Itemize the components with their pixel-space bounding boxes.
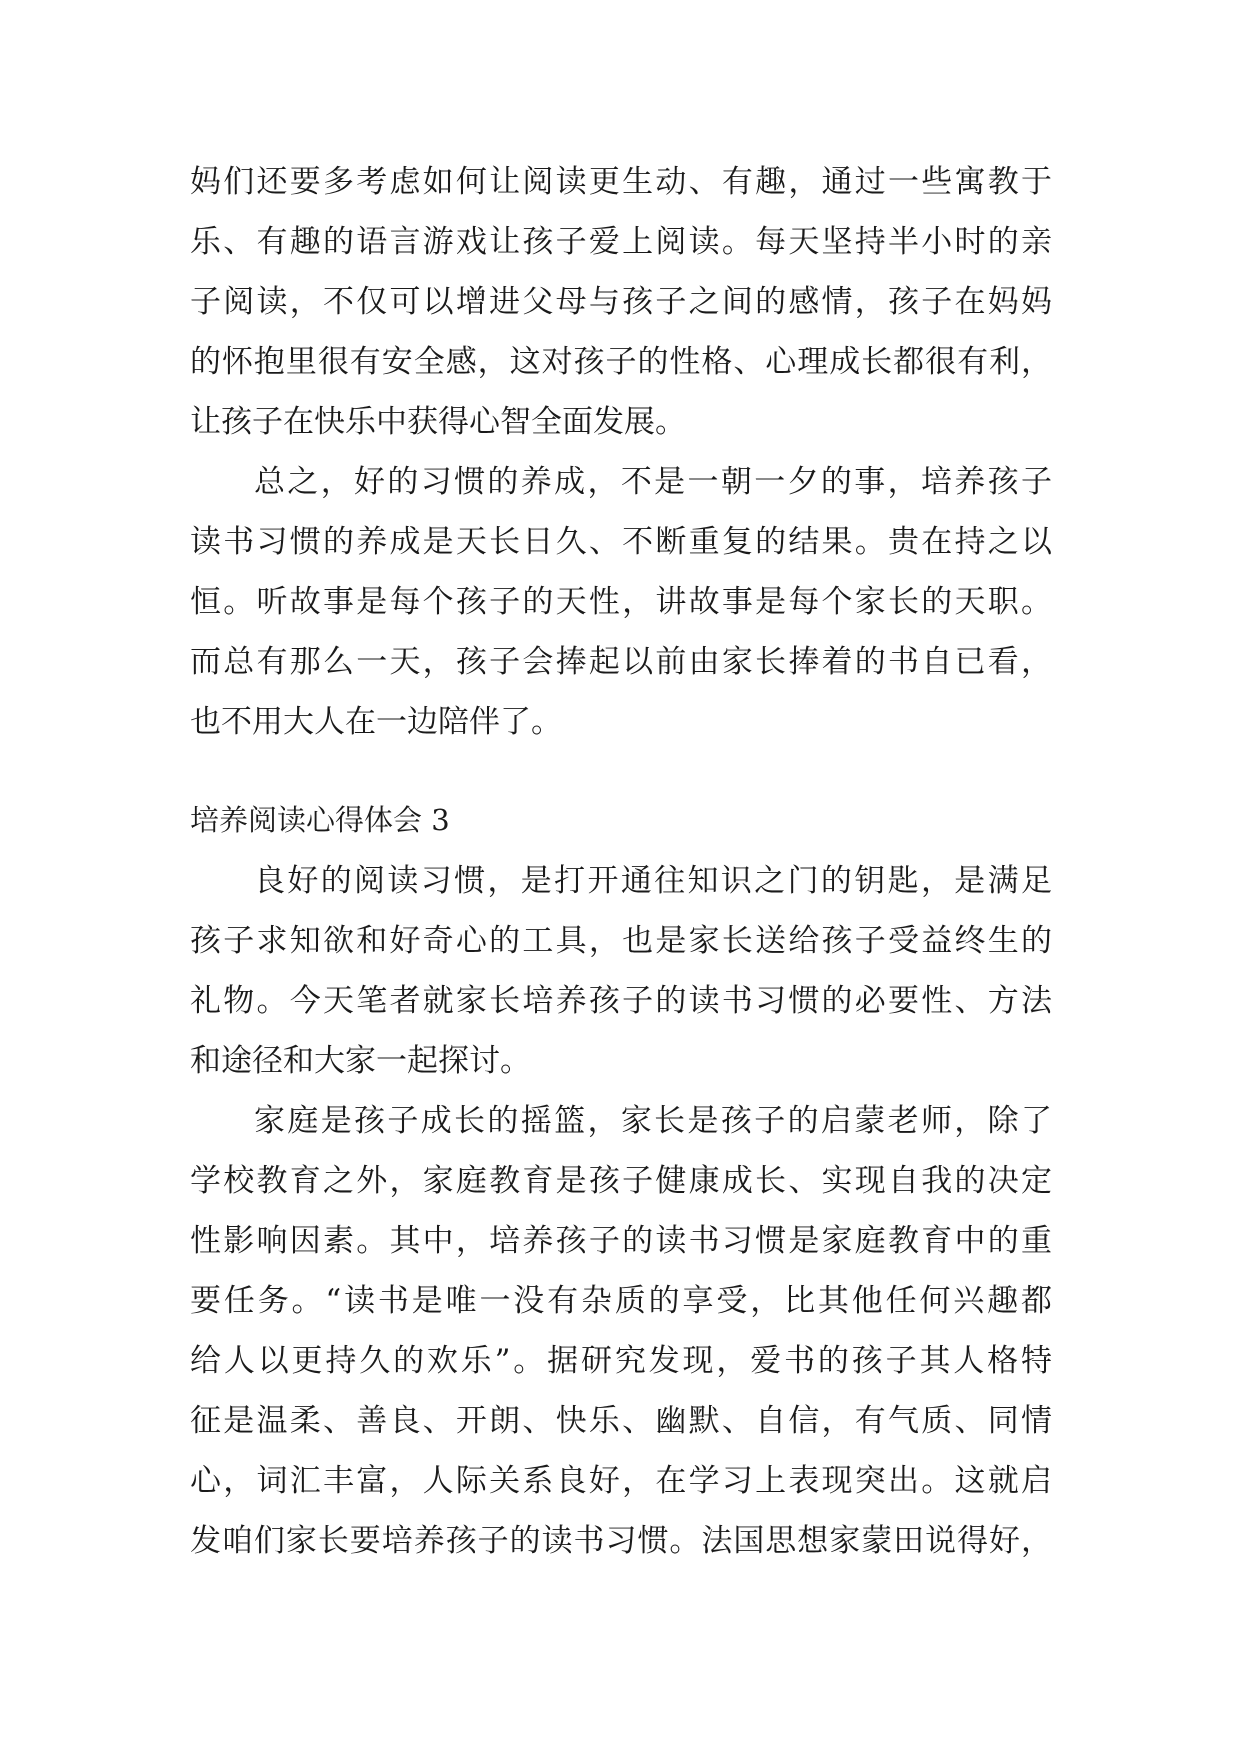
- paragraph-4-line-4: 要任务。“读书是唯一没有杂质的享受，比其他任何兴趣都: [190, 1283, 1052, 1319]
- section-heading: 培养阅读心得体会 3: [190, 803, 450, 837]
- paragraph-3-line-3: 礼物。今天笔者就家长培养孩子的读书习惯的必要性、方法: [190, 983, 1052, 1019]
- paragraph-4-line-2: 学校教育之外，家庭教育是孩子健康成长、实现自我的决定: [190, 1163, 1052, 1199]
- paragraph-4-line-1: 家庭是孩子成长的摇篮，家长是孩子的启蒙老师，除了: [254, 1103, 1052, 1139]
- paragraph-2-line-2: 读书习惯的养成是天长日久、不断重复的结果。贵在持之以: [190, 524, 1052, 560]
- paragraph-4-line-5: 给人以更持久的欢乐”。据研究发现，爱书的孩子其人格特: [190, 1343, 1052, 1379]
- paragraph-4-line-8: 发咱们家长要培养孩子的读书习惯。法国思想家蒙田说得好，: [190, 1523, 1052, 1559]
- paragraph-2-line-1: 总之，好的习惯的养成，不是一朝一夕的事，培养孩子: [254, 464, 1052, 500]
- paragraph-4-line-7: 心，词汇丰富，人际关系良好，在学习上表现突出。这就启: [190, 1463, 1052, 1499]
- paragraph-4-line-6: 征是温柔、善良、开朗、快乐、幽默、自信，有气质、同情: [190, 1403, 1052, 1439]
- paragraph-3-line-4: 和途径和大家一起探讨。: [190, 1043, 531, 1079]
- paragraph-1-line-4: 的怀抱里很有安全感，这对孩子的性格、心理成长都很有利，: [190, 344, 1052, 380]
- paragraph-1-line-1: 妈们还要多考虑如何让阅读更生动、有趣，通过一些寓教于: [190, 164, 1052, 200]
- paragraph-3-line-1: 良好的阅读习惯，是打开通往知识之门的钥匙，是满足: [254, 863, 1052, 899]
- paragraph-1-line-2: 乐、有趣的语言游戏让孩子爱上阅读。每天坚持半小时的亲: [190, 224, 1052, 260]
- paragraph-4-line-3: 性影响因素。其中，培养孩子的读书习惯是家庭教育中的重: [190, 1223, 1052, 1259]
- paragraph-1-line-5: 让孩子在快乐中获得心智全面发展。: [190, 404, 686, 440]
- paragraph-2-line-4: 而总有那么一天，孩子会捧起以前由家长捧着的书自已看，: [190, 644, 1052, 680]
- paragraph-2-line-3: 恒。听故事是每个孩子的天性，讲故事是每个家长的天职。: [190, 584, 1052, 620]
- paragraph-1-line-3: 子阅读，不仅可以增进父母与孩子之间的感情，孩子在妈妈: [190, 284, 1052, 320]
- paragraph-2-line-5: 也不用大人在一边陪伴了。: [190, 704, 562, 740]
- paragraph-3-line-2: 孩子求知欲和好奇心的工具，也是家长送给孩子受益终生的: [190, 923, 1052, 959]
